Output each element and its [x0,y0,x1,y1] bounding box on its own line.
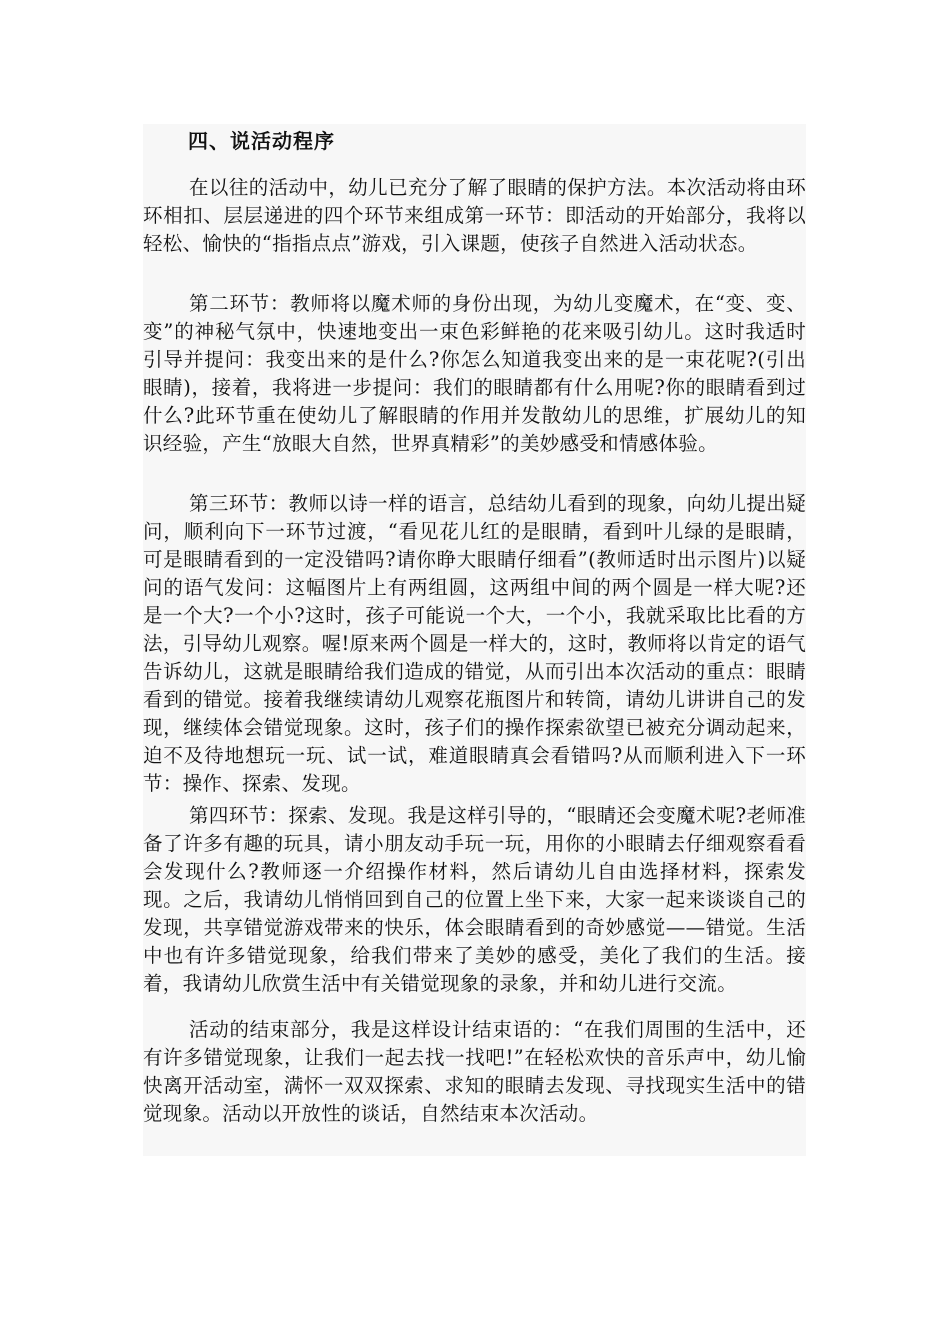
paragraph-ending: 活动的结束部分，我是这样设计结束语的：“在我们周围的生活中，还有许多错觉现象，让我们一起去找一找吧!”在轻松欢快的音乐声中，幼儿愉快离开活动室，满怀一双双探索、求知的眼睛去发现、寻找现实生活中的错觉现象。活动以开放性的谈话，自然结束本次活动。 [143,1018,806,1125]
paragraph-stage-three: 第三环节：教师以诗一样的语言，总结幼儿看到的现象，向幼儿提出疑问，顺利向下一环节过渡，“看见花儿红的是眼睛，看到叶儿绿的是眼睛，可是眼睛看到的一定没错吗?请你睁大眼睛仔细看”(教师适时出示图片)以疑问的语气发问：这幅图片上有两组圆，这两组中间的两个圆是一样大呢?还是一个大?一个小?这时，孩子可能说一个大，一个小，我就采取比比看的方法，引导幼儿观察。喔!原来两个圆是一样大的，这时，教师将以肯定的语气告诉幼儿，这就是眼睛给我们造成的错觉，从而引出本次活动的重点：眼睛看到的错觉。接着我继续请幼儿观察花瓶图片和转筒，请幼儿讲讲自己的发现，继续体会错觉现象。这时，孩子们的操作探索欲望已被充分调动起来，迫不及待地想玩一玩、试一试，难道眼睛真会看错吗?从而顺利进入下一环节：操作、探索、发现。 [143,492,806,795]
document-body [143,124,806,1156]
paragraph-stage-four: 第四环节：探索、发现。我是这样引导的，“眼睛还会变魔术呢?老师准备了许多有趣的玩具，请小朋友动手玩一玩，用你的小眼睛去仔细观察看看会发现什么?教师逐一介绍操作材料，然后请幼儿自由选择材料，探索发现。之后，我请幼儿悄悄回到自己的位置上坐下来，大家一起来谈谈自己的发现，共享错觉游戏带来的快乐，体会眼睛看到的奇妙感觉——错觉。生活中也有许多错觉现象，给我们带来了美妙的感受，美化了我们的生活。接着，我请幼儿欣赏生活中有关错觉现象的录象，并和幼儿进行交流。 [143,804,806,995]
paragraph-intro: 在以往的活动中，幼儿已充分了解了眼睛的保护方法。本次活动将由环环相扣、层层递进的四个环节来组成第一环节：即活动的开始部分，我将以轻松、愉快的“指指点点”游戏，引入课题，使孩子自然进入活动状态。 [143,176,806,255]
paragraph-stage-two: 第二环节：教师将以魔术师的身份出现，为幼儿变魔术，在“变、变、变”的神秘气氛中，快速地变出一束色彩鲜艳的花来吸引幼儿。这时我适时引导并提问：我变出来的是什么?你怎么知道我变出来的是一束花呢?(引出眼睛)，接着，我将进一步提问：我们的眼睛都有什么用呢?你的眼睛看到过什么?此环节重在使幼儿了解眼睛的作用并发散幼儿的思维，扩展幼儿的知识经验，产生“放眼大自然，世界真精彩”的美妙感受和情感体验。 [143,292,806,455]
section-heading: 四、说活动程序 [188,129,335,153]
